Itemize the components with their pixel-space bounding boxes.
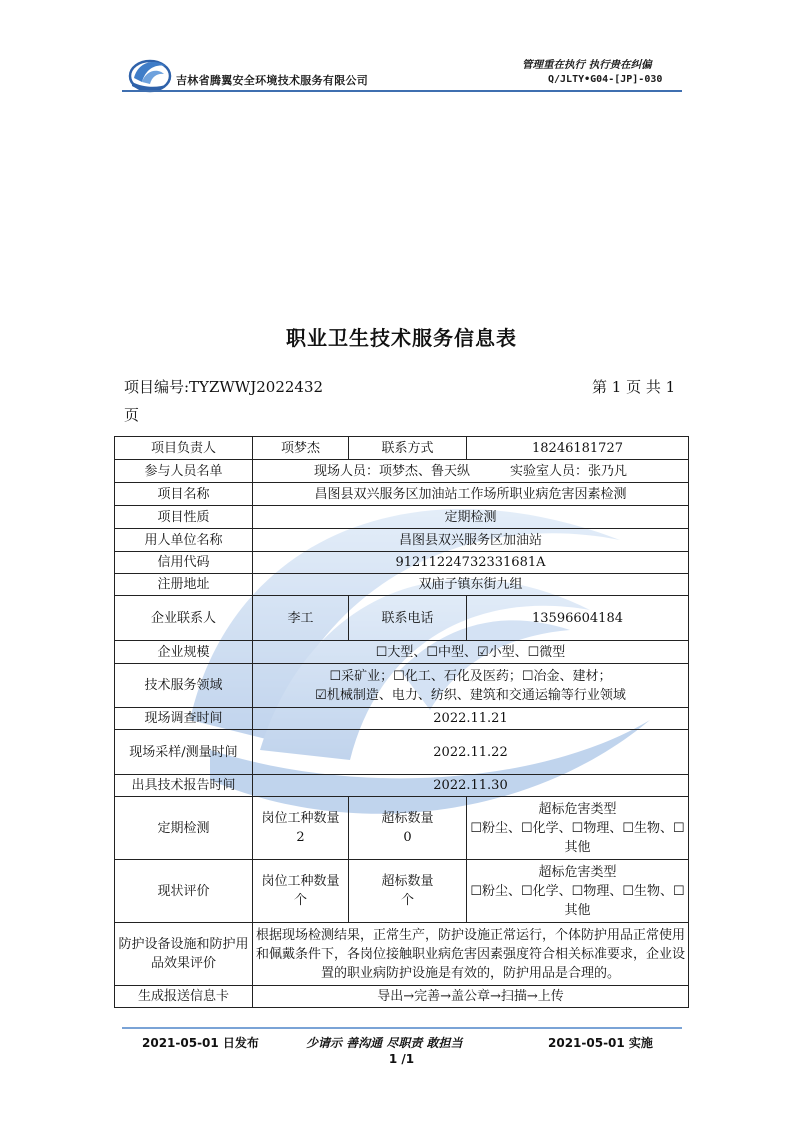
credit-label: 信用代码 (115, 552, 253, 574)
periodic-hazard-options: ☐粉尘、☐化学、☐物理、☐生物、☐其他 (470, 820, 685, 855)
scale-label: 企业规模 (115, 641, 253, 664)
periodic-hazard-cell (467, 797, 689, 860)
enterprise-contact-label: 企业联系人 (115, 596, 253, 641)
phone-label: 联系电话 (349, 596, 467, 641)
employer-value: 昌图县双兴服务区加油站 (253, 529, 689, 552)
field-line-1: ☐采矿业；☐化工、石化及医药；☐冶金、建材； (329, 668, 612, 684)
status-hazard-label: 超标危害类型 (538, 864, 617, 880)
contact-label: 联系方式 (349, 437, 467, 460)
header-motto: 管理重在执行 执行贵在纠偏 (522, 59, 652, 71)
card-flow: 导出→完善→盖公章→扫描→上传 (253, 986, 689, 1008)
members-lab: 实验室人员：张乃凡 (510, 463, 628, 479)
contact-value: 18246181727 (467, 437, 689, 460)
periodic-post-label: 岗位工种数量 (261, 811, 340, 826)
project-name-label: 项目名称 (115, 483, 253, 506)
nature-value: 定期检测 (253, 506, 689, 529)
page-number: 1 /1 (388, 1052, 415, 1066)
document-code: Q/JLTY•G04-[JP]-030 (548, 74, 663, 85)
periodic-exceed-value: 0 (403, 830, 412, 845)
service-info-table (114, 436, 689, 1008)
page-info-wrap: 页 (124, 406, 140, 424)
page-info: 第 1 页 共 1 (592, 378, 676, 396)
members-site: 现场人员：项梦杰、鲁天纵 (313, 463, 470, 479)
page-title: 职业卫生技术服务信息表 (286, 326, 517, 350)
credit-value: 91211224732331681A (253, 552, 689, 574)
field-line-2: ☑机械制造、电力、纺织、建筑和交通运输等行业领域 (315, 687, 626, 703)
status-exceed-label: 超标数量 (381, 874, 434, 889)
status-post-label: 岗位工种数量 (261, 874, 340, 889)
publish-date: 2021-05-01 日发布 (142, 1036, 259, 1050)
sampling-time-label: 现场采样/测量时间 (115, 730, 253, 775)
status-post-cell (253, 860, 349, 923)
header-divider (122, 90, 682, 92)
status-label: 现状评价 (115, 860, 253, 923)
project-number: 项目编号:TYZWWJ2022432 (124, 378, 324, 396)
employer-label: 用人单位名称 (115, 529, 253, 552)
status-hazard-cell (467, 860, 689, 923)
periodic-post-value: 2 (296, 830, 305, 845)
card-label: 生成报送信息卡 (115, 986, 253, 1008)
periodic-label: 定期检测 (115, 797, 253, 860)
status-exceed-value: 个 (400, 893, 414, 908)
periodic-post-cell (253, 797, 349, 860)
status-hazard-options: ☐粉尘、☐化学、☐物理、☐生物、☐其他 (470, 883, 685, 918)
periodic-exceed-label: 超标数量 (381, 811, 434, 826)
phone-value: 13596604184 (467, 596, 689, 641)
address-value: 双庙子镇东街九组 (253, 574, 689, 596)
implement-date: 2021-05-01 实施 (548, 1036, 653, 1050)
field-value (253, 664, 689, 708)
leader-value: 项梦杰 (253, 437, 349, 460)
status-exceed-cell (349, 860, 467, 923)
company-name: 吉林省腾翼安全环境技术服务有限公司 (176, 74, 369, 87)
protection-label: 防护设备设施和防护用品效果评价 (115, 923, 253, 986)
sampling-time-value: 2022.11.22 (253, 730, 689, 775)
report-time-value: 2022.11.30 (253, 775, 689, 797)
status-post-value: 个 (293, 893, 307, 908)
field-label: 技术服务领域 (115, 664, 253, 708)
leader-label: 项目负责人 (115, 437, 253, 460)
project-name-value: 昌图县双兴服务区加油站工作场所职业病危害因素检测 (253, 483, 689, 506)
members-value (253, 460, 689, 483)
members-label: 参与人员名单 (115, 460, 253, 483)
scale-value: ☐大型、☐中型、☑小型、☐微型 (253, 641, 689, 664)
periodic-hazard-label: 超标危害类型 (538, 801, 617, 817)
report-time-label: 出具技术报告时间 (115, 775, 253, 797)
survey-time-label: 现场调查时间 (115, 708, 253, 730)
protection-value: 根据现场检测结果，正常生产，防护设施正常运行，个体防护用品正常使用和佩戴条件下，各岗位接触职业病危害因素强度符合相关标准要求，企业设置的职业病防护设施是有效的，防护用品是合理的。 (253, 923, 689, 986)
enterprise-contact-value: 李工 (253, 596, 349, 641)
address-label: 注册地址 (115, 574, 253, 596)
footer-slogan: 少请示 善沟通 尽职责 敢担当 (306, 1036, 463, 1050)
footer-divider (122, 1027, 682, 1029)
survey-time-value: 2022.11.21 (253, 708, 689, 730)
nature-label: 项目性质 (115, 506, 253, 529)
periodic-exceed-cell (349, 797, 467, 860)
